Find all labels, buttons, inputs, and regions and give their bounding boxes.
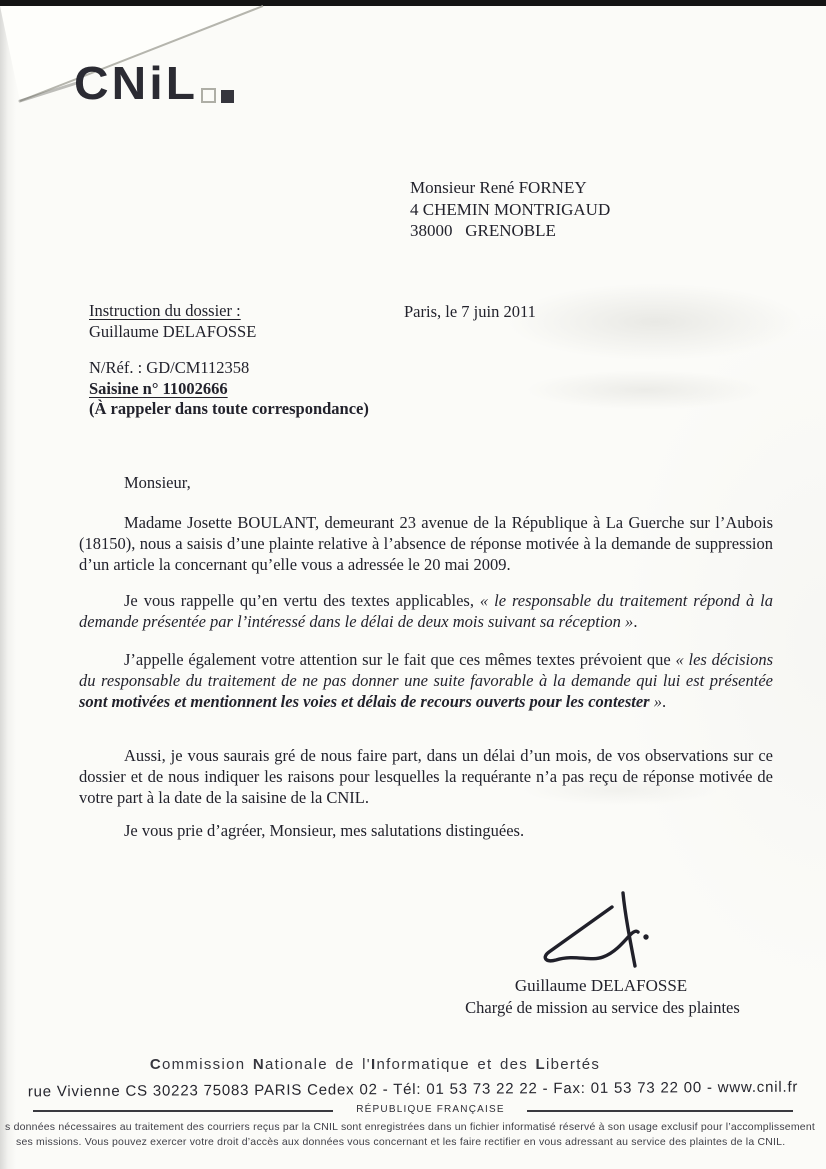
salutation: Monsieur, <box>124 473 191 492</box>
footer-brand-line: Commission Nationale de l'Informatique et des Libertés <box>149 1056 601 1073</box>
cnil-logo-text: CNiL <box>74 57 199 109</box>
body-paragraph-3: J’appelle également votre attention sur le fait que ces mêmes textes prévoient que « les décisions du responsable du traitement de ne pas donner une suite favorable à la demande qui lui est présentée sont motivées et mentionnent les voies et délais de recours ouverts pour les contester ». <box>79 650 774 711</box>
signer-name: Guillaume DELAFOSSE <box>514 976 688 995</box>
logo-filled-square-icon <box>221 90 234 103</box>
legal-notice-line-1: s données nécessaires au traitement des courriers reçus par la CNIL sont enregistrées dans un fichier informatisé réservé à son usage exclusif pour l’accomplissement <box>5 1121 815 1133</box>
instruction-name: Guillaume DELAFOSSE <box>89 322 257 341</box>
closing-line: Je vous prie d’agréer, Monsieur, mes salutations distinguées. <box>124 821 525 840</box>
body-paragraph-4: Aussi, je vous saurais gré de nous faire part, dans un délai d’un mois, de vos observations sur ce dossier et de nous indiquer les raisons pour lesquelles la requérante n’a pas reçu de réponse motivée de votre part à la date de la saisine de la CNIL. <box>79 746 773 807</box>
text-line: 38000 GRENOBLE <box>410 221 556 240</box>
signer-title: Chargé de mission au service des plaintes <box>465 998 740 1017</box>
reference-number: N/Réf. : GD/CM112358 <box>89 358 250 377</box>
dateline: Paris, le 7 juin 2011 <box>404 302 536 321</box>
body-paragraph-2: Je vous rappelle qu’en vertu des textes applicables, « le responsable du traitement répond à la demande présentée par l’intéressé dans le délai de deux mois suivant sa réception ». <box>79 591 773 631</box>
case-handler-block <box>89 300 256 342</box>
footer-address-line: rue Vivienne CS 30223 75083 PARIS Cedex 02 - Tél: 01 53 73 22 22 - Fax: 01 53 73 22 00 - www.cnil.fr <box>27 1078 799 1101</box>
reference-note: (À rappeler dans toute correspondance) <box>89 399 369 418</box>
legal-notice-line-2: ses missions. Vous pouvez exercer votre droit d’accès aux données vous concernant et les faire rectifier en vous adressant au service des plaintes de la CNIL. <box>16 1136 786 1148</box>
republique-francaise-label: RÉPUBLIQUE FRANÇAISE <box>356 1104 505 1115</box>
saisine-number: Saisine n° 11002666 <box>89 378 228 398</box>
republique-rule-right <box>527 1110 793 1112</box>
handwritten-signature <box>536 886 686 976</box>
recipient-address-block <box>410 177 610 242</box>
republique-rule-left <box>33 1110 333 1112</box>
body-paragraph-1: Madame Josette BOULANT, demeurant 23 avenue de la République à La Guerche sur l’Aubois (18150), nous a saisis d’une plainte relative à l’absence de réponse motivée à la demande de suppression d’un article la concernant qu’elle vous a adressée le 20 mai 2009. <box>79 513 773 574</box>
logo-outline-square-icon <box>201 88 216 103</box>
cnil-logo <box>74 57 234 109</box>
text-line: 4 CHEMIN MONTRIGAUD <box>410 199 611 219</box>
text-line: Monsieur René FORNEY <box>410 178 587 197</box>
instruction-label: Instruction du dossier : <box>89 301 241 320</box>
reference-block <box>89 358 369 420</box>
